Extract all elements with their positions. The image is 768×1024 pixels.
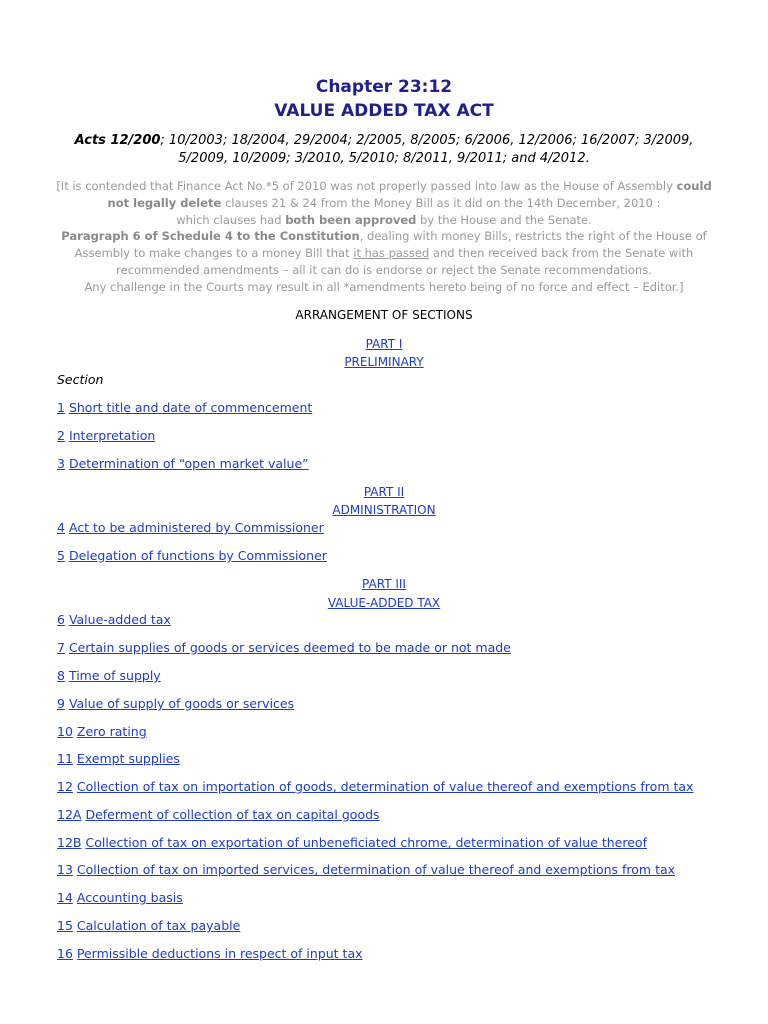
part-1-number-link[interactable]: PART I (365, 337, 403, 351)
toc-title[interactable]: Permissible deductions in respect of input tax (76, 946, 363, 961)
toc-title[interactable]: Exempt supplies (76, 751, 180, 766)
toc-item-12b[interactable] (57, 835, 647, 851)
toc-num[interactable]: 7 (57, 640, 65, 655)
acts-list: ; 10/2003; 18/2004, 29/2004; 2/2005, 8/2005; 6/2006, 12/2006; 16/2007; 3/2009, 5/2009, 10/2009; 3/2010, 5/2010; 8/2011, 9/2011; and 4/2012. (160, 133, 694, 166)
toc-title[interactable]: Calculation of tax payable (76, 918, 241, 933)
toc-num[interactable]: 1 (57, 400, 65, 415)
toc-title[interactable]: Value of supply of goods or services (68, 696, 295, 711)
toc-num[interactable]: 11 (57, 751, 73, 766)
toc-num[interactable]: 10 (57, 724, 73, 739)
note-line-1: [It is contended that Finance Act No.*5 of 2010 was not properly passed into law as the House of Assembly could not legally delete clauses 21 & 24 from the Money Bill as it did on the 14th December, 2010 : (56, 179, 712, 210)
toc-num[interactable]: 5 (57, 548, 65, 563)
toc-item-9[interactable] (57, 696, 294, 712)
toc-title[interactable]: Collection of tax on imported services, determination of value thereof and exemptions from tax (76, 862, 676, 877)
toc-title[interactable]: Accounting basis (76, 890, 183, 905)
toc-item-16[interactable] (57, 946, 363, 962)
toc-num[interactable]: 16 (57, 946, 73, 961)
chapter-heading: Chapter 23:12 (315, 77, 453, 97)
part-3-number-link[interactable]: PART III (362, 577, 406, 591)
toc-num[interactable]: 3 (57, 456, 65, 471)
toc-item-10[interactable] (57, 724, 147, 740)
toc-num[interactable]: 13 (57, 862, 73, 877)
toc-item-12a[interactable] (57, 807, 380, 823)
toc-title[interactable]: Determination of “open market value” (68, 456, 309, 471)
part-1-name-link[interactable]: PRELIMINARY (344, 355, 424, 369)
toc-title[interactable]: Zero rating (76, 724, 147, 739)
toc-item-13[interactable] (57, 862, 675, 878)
toc-num[interactable]: 9 (57, 696, 65, 711)
toc-title[interactable]: Interpretation (68, 428, 156, 443)
note-line-4: Any challenge in the Courts may result in all *amendments hereto being of no force and effect – Editor.] (84, 279, 684, 294)
toc-item-1[interactable] (57, 400, 312, 416)
toc-num[interactable]: 15 (57, 918, 73, 933)
toc-title[interactable]: Collection of tax on exportation of unbeneficiated chrome, determination of value thereof (85, 835, 647, 850)
toc-item-12[interactable] (57, 779, 693, 795)
toc-item-3[interactable] (57, 456, 309, 472)
arrangement-heading: ARRANGEMENT OF SECTIONS (295, 308, 473, 322)
toc-item-7[interactable] (57, 640, 511, 656)
toc-num[interactable]: 6 (57, 612, 65, 627)
section-column-label: Section (57, 372, 104, 387)
toc-num[interactable]: 12B (57, 835, 82, 850)
toc-num[interactable]: 12 (57, 779, 73, 794)
note-line-2: which clauses had both been approved by the House and the Senate. (176, 212, 592, 227)
toc-item-15[interactable] (57, 918, 240, 934)
toc-title[interactable]: Value-added tax (68, 612, 171, 627)
toc-item-4[interactable] (57, 520, 324, 536)
toc-item-8[interactable] (57, 668, 161, 684)
toc-num[interactable]: 12A (57, 807, 82, 822)
toc-title[interactable]: Delegation of functions by Commissioner (68, 548, 327, 563)
toc-item-6[interactable] (57, 612, 171, 628)
acts-bold: Acts 12/200 (74, 133, 161, 148)
part-3-name-link[interactable]: VALUE-ADDED TAX (327, 596, 441, 610)
toc-title[interactable]: Certain supplies of goods or services deemed to be made or not made (68, 640, 511, 655)
part-2-name-link[interactable]: ADMINISTRATION (332, 503, 436, 517)
toc-title[interactable]: Time of supply (68, 668, 161, 683)
part-2-number-link[interactable]: PART II (363, 485, 405, 499)
toc-title[interactable]: Short title and date of commencement (68, 400, 313, 415)
amending-acts (54, 132, 714, 168)
toc-num[interactable]: 8 (57, 668, 65, 683)
note-line-3: Paragraph 6 of Schedule 4 to the Constitution, dealing with money Bills, restricts the right of the House of Assembly to make changes to a money Bill that it has passed and then received back from the Senate with recommended amendments – all it can do is endorse or reject the Senate recommendations. (61, 229, 707, 277)
toc-title[interactable]: Act to be administered by Commissioner (68, 520, 324, 535)
toc-title[interactable]: Deferment of collection of tax on capital goods (85, 807, 380, 822)
toc-item-2[interactable] (57, 428, 155, 444)
toc-num[interactable]: 4 (57, 520, 65, 535)
toc-num[interactable]: 14 (57, 890, 73, 905)
toc-item-14[interactable] (57, 890, 183, 906)
act-title: VALUE ADDED TAX ACT (274, 101, 494, 121)
toc-item-11[interactable] (57, 751, 180, 767)
editor-note (54, 178, 714, 296)
toc-num[interactable]: 2 (57, 428, 65, 443)
toc-item-5[interactable] (57, 548, 327, 564)
toc-title[interactable]: Collection of tax on importation of goods, determination of value thereof and exemptions from tax (76, 779, 694, 794)
